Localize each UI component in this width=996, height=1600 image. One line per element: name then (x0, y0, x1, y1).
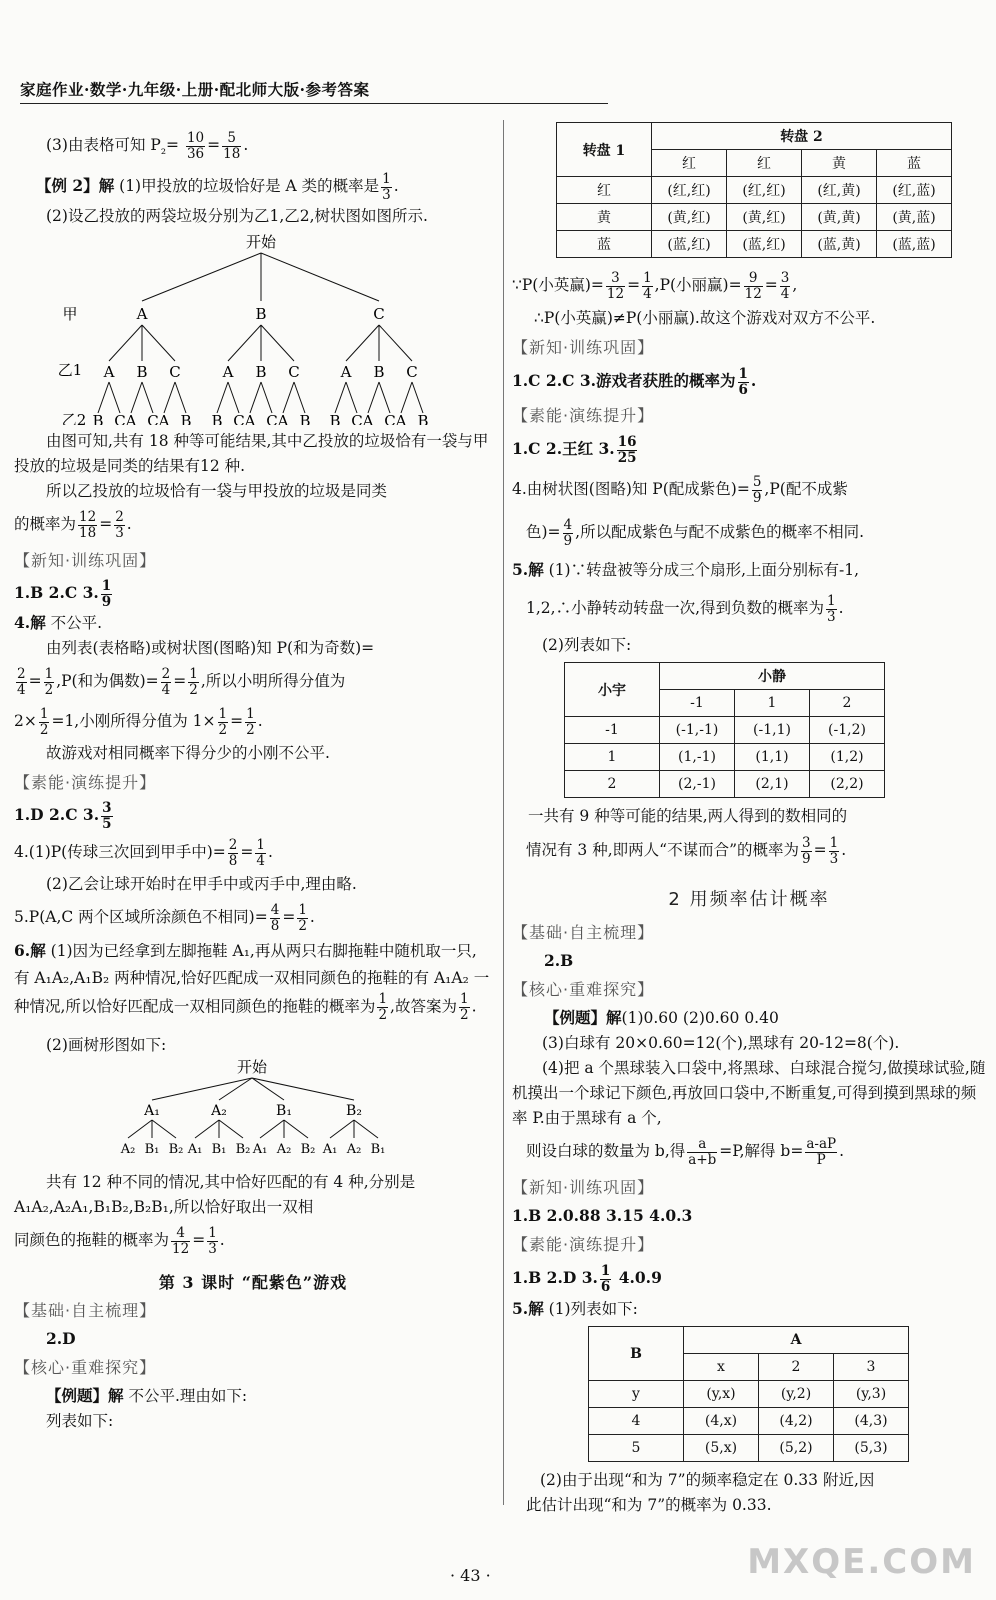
answers: 1.C 2.C 3.游戏者获胜的概率为 $\frac{1}{6}$ . (512, 365, 757, 398)
tree-branch (354, 1120, 378, 1138)
table-row (565, 744, 885, 771)
text: 1,2,∴小静转动转盘一次,得到负数的概率为 $\frac{1}{3}$ . (526, 592, 844, 625)
column-header: 2 (759, 1354, 834, 1381)
tree-node-level3: C (266, 412, 278, 426)
example2: 【例 2】解 (1)甲投放的垃圾恰好是 A 类的概率是 $\frac{1}{3}$ . (36, 170, 399, 203)
tree-branch (131, 382, 142, 413)
column-header: 黄 (802, 150, 877, 177)
answers: 1.C 2.王红 3. $\frac{16}{25}$ (512, 433, 637, 466)
tree-node-level1: B (255, 305, 267, 324)
text: 色)= $\frac{4}{9}$ ,所以配成紫色与配不成紫色的概率不相同. (526, 516, 864, 549)
table-cell: (蓝,红) (727, 231, 802, 258)
answers: 1.B 2.D 3. $\frac{1}{6}$ 4.0.9 (512, 1262, 662, 1295)
text: (2)乙会让球开始时在甲手中或丙手中,理由略. (46, 875, 357, 894)
table-row (589, 1408, 909, 1435)
table-cell: (-1,1) (735, 717, 810, 744)
table-corner: 小宇 (565, 663, 660, 717)
tree-branch (261, 382, 272, 413)
tree-node-level2: C (406, 363, 418, 382)
tree-node-level2: B₁ (370, 1142, 386, 1158)
column-header: -1 (660, 690, 735, 717)
table-row (557, 204, 952, 231)
column-divider (503, 120, 504, 1505)
tree-node-level3: B (92, 412, 104, 426)
text: (3)由表格可知 P (46, 136, 161, 154)
text: 由列表(表格略)或树状图(图略)知 P(和为奇数)= (46, 639, 375, 658)
tree-node-level3: C (114, 412, 126, 426)
tree-root: 开始 (245, 233, 277, 252)
tree-diagram-1 (14, 229, 474, 425)
row-header: 4 (589, 1408, 684, 1435)
tree-node-level3: A (277, 412, 289, 426)
text: 的概率为 $\frac{12}{18}$ = $\frac{2}{3}$ . (14, 508, 132, 541)
tree-node-level3: B (417, 412, 429, 426)
column-header: 3 (834, 1354, 909, 1381)
table-cell: (蓝,蓝) (877, 231, 952, 258)
tree-node-level2: C (169, 363, 181, 382)
tree-node-level2: B (255, 363, 267, 382)
table-cell: (黄,黄) (802, 204, 877, 231)
tree-branch (368, 382, 379, 413)
table-cell: (-1,-1) (660, 717, 735, 744)
fraction: $\frac{1}{9}$ (101, 577, 112, 610)
row-header: 蓝 (557, 231, 652, 258)
row-header: 红 (557, 177, 652, 204)
tree-node-level2: A (340, 363, 352, 382)
text: 则设白球的数量为 b,得 $\frac{a}{a+b}$ =P,解得 b= $\frac{a-aP}{P}$ . (526, 1135, 845, 1168)
table-cell: (蓝,红) (652, 231, 727, 258)
text: ∴P(小英赢)≠P(小丽赢).故这个游戏对双方不公平. (534, 309, 876, 327)
table-cell: (2,2) (810, 771, 885, 798)
tree-node-level3: B (180, 412, 192, 426)
tree-node-level2: B₁ (144, 1142, 160, 1158)
text: 故游戏对相同概率下得分少的小刚不公平. (46, 744, 330, 763)
tree-branch (284, 1120, 308, 1138)
tree-branch (109, 382, 120, 413)
table-cell: (-1,2) (810, 717, 885, 744)
tree-branch (164, 382, 175, 413)
text: (1)甲投放的垃圾恰好是 A 类的概率是 (119, 177, 380, 196)
answers: 1.B 2.C 3. $\frac{1}{9}$ (14, 577, 112, 610)
tree-branch (250, 382, 261, 413)
tree-node-level3: C (384, 412, 396, 426)
table-row (557, 231, 952, 258)
tree-node-level1: C (373, 305, 385, 324)
tree-node-level3: A (158, 412, 170, 426)
text: 5.P(A,C 两个区域所涂颜色不相同)= $\frac{4}{8}$ = $\frac{1}{2}$ . (14, 901, 315, 934)
q5b: 5.解 (1)列表如下: (512, 1299, 638, 1318)
row-header: y (589, 1381, 684, 1408)
right-column (512, 120, 986, 1518)
section-heading: 【基础·自主梳理】 (14, 1301, 157, 1321)
p3-line (14, 128, 492, 168)
table-spinner (556, 122, 952, 258)
tree-node-level1: A₁ (144, 1103, 160, 1120)
table-sums (588, 1326, 909, 1462)
tree-node-level3: A (395, 412, 407, 426)
text: 此估计出现“和为 7”的概率为 0.33. (526, 1496, 772, 1514)
text: 共有 12 种不同的情况,其中恰好匹配的有 4 种,分别是 A₁A₂,A₂A₁,B₁B₂,B₂B₁,所以恰好取出一双相 (14, 1173, 416, 1217)
table-cell: (1,-1) (660, 744, 735, 771)
tree-branch (228, 382, 239, 413)
section-heading: 【新知·训练巩固】 (512, 1178, 655, 1197)
row-header: 黄 (557, 204, 652, 231)
tree-branch (219, 1120, 243, 1138)
section-heading: 【素能·演练提升】 (512, 1235, 655, 1254)
table-cell: (5,3) (834, 1435, 909, 1462)
tree-branch (98, 382, 109, 413)
tree-node-level2: B₂ (168, 1142, 184, 1158)
text: 列表如下: (46, 1412, 114, 1431)
text: ₂ (160, 143, 166, 159)
table-cell: (y,3) (834, 1381, 909, 1408)
tree-node-level3: B (211, 412, 223, 426)
table-cell: (y,x) (684, 1381, 759, 1408)
tree-node-level2: B₁ (211, 1142, 227, 1158)
tree-node-level1: B₁ (276, 1103, 292, 1120)
table-top-header: 转盘 2 (652, 123, 952, 150)
tree-node-level2: B (136, 363, 148, 382)
tree-node-level3: B (329, 412, 341, 426)
tree-node-level3: A (362, 412, 374, 426)
section-heading: 【核心·重难探究】 (14, 1358, 157, 1378)
tree-level-label: 乙2 (61, 411, 87, 426)
column-header: x (684, 1354, 759, 1381)
row-header: 5 (589, 1435, 684, 1462)
tree-node-level2: B₂ (235, 1142, 251, 1158)
page-header: 家庭作业·数学·九年级·上册·配北师大版·参考答案 (20, 78, 608, 104)
text: 由图可知,共有 18 种等可能结果,其中乙投放的垃圾恰有一袋与甲投放的垃圾是同类的结果有12 种. (14, 432, 489, 476)
column-header: 蓝 (877, 150, 952, 177)
tree-branch (142, 253, 261, 301)
q4: 4.解 不公平. (14, 613, 103, 633)
lesson-title: 2 用频率估计概率 (668, 889, 830, 910)
table-cell: (4,2) (759, 1408, 834, 1435)
table-row (557, 177, 952, 204)
tree-node-level1: B₂ (346, 1103, 362, 1120)
tree-node-level2: B (373, 363, 385, 382)
fraction: $\frac{3}{5}$ (102, 799, 112, 832)
fraction: $\frac{2}{3}$ (115, 508, 124, 541)
answers: 1.B 2.0.88 3.15 4.0.3 (512, 1206, 693, 1225)
text: (2)设乙投放的两袋垃圾分别为乙1,乙2,树状图如图所示. (46, 207, 428, 226)
table-corner: 转盘 1 (557, 123, 652, 177)
section-heading: 【素能·演练提升】 (512, 406, 655, 425)
watermark: MXQE.COM (747, 1542, 976, 1582)
table-cell: (红,红) (727, 177, 802, 204)
example: 【例题】解(1)0.60 (2)0.60 0.40 (544, 1008, 779, 1027)
tree-branch (401, 382, 412, 413)
tree-node-level1: A (136, 305, 148, 324)
table-cell: (2,1) (735, 771, 810, 798)
section-heading: 【核心·重难探究】 (512, 980, 655, 999)
tree-branch (261, 253, 379, 301)
text: (2)由于出现“和为 7”的频率稳定在 0.33 附近,因 (540, 1471, 875, 1489)
table-cell: (红,蓝) (877, 177, 952, 204)
text: $\frac{2}{4}$ = $\frac{1}{2}$ ,P(和为偶数)= $\frac{2}{4}$ = $\frac{1}{2}$ ,所以小明所得分值为 (17, 665, 346, 698)
page-number: · 43 · (450, 1566, 491, 1585)
tree-level-label: 乙1 (57, 361, 83, 380)
table-cell: (4,3) (834, 1408, 909, 1435)
table-row (565, 771, 885, 798)
column-header: 1 (735, 690, 810, 717)
tree-node-level2: A₁ (187, 1142, 203, 1158)
fraction: $\frac{12}{18}$ (79, 508, 97, 541)
table-cell: (黄,红) (727, 204, 802, 231)
table-cell: (红,黄) (802, 177, 877, 204)
table-row (589, 1381, 909, 1408)
table-cell: (黄,红) (652, 204, 727, 231)
column-header: 2 (810, 690, 885, 717)
text: 同颜色的拖鞋的概率为 $\frac{4}{12}$ = $\frac{1}{3}$ . (14, 1224, 225, 1257)
q5: 5.解 (1)∵转盘被等分成三个扇形,上面分别标有-1, (512, 560, 860, 579)
tree-node-level2: A₂ (276, 1142, 292, 1158)
tree-branch (379, 325, 412, 361)
section-heading: 【新知·训练巩固】 (512, 338, 655, 357)
tree-branch (260, 1120, 284, 1138)
label: 解 (98, 176, 115, 196)
fraction: $\frac{5}{18}$ (223, 129, 241, 162)
tree-branch (335, 382, 346, 413)
tree-node-level2: A₁ (252, 1142, 268, 1158)
table-cell: (红,红) (652, 177, 727, 204)
text: 所以乙投放的垃圾恰有一袋与甲投放的垃圾是同类 (46, 482, 388, 501)
text: (3)白球有 20×0.60=12(个),黑球有 20-12=8(个). (542, 1034, 900, 1052)
text: = (166, 136, 179, 154)
tree-branch (294, 382, 305, 413)
tree-node-level3: C (147, 412, 159, 426)
table-top-header: A (684, 1327, 909, 1354)
tree-branch (152, 1078, 252, 1100)
left-column (14, 120, 492, 1434)
section-heading: 【素能·演练提升】 (14, 773, 157, 793)
text: 一共有 9 种等可能的结果,两人得到的数相同的 (528, 807, 848, 825)
tree-node-level2: C (288, 363, 300, 382)
text: . (243, 136, 249, 154)
text: 4.(1)P(传球三次回到甲手中)= $\frac{2}{8}$ = $\frac{1}{4}$ . (14, 836, 273, 869)
tree-node-level3: B (299, 412, 311, 426)
answers: 2.B (544, 951, 574, 970)
text: 4.由树状图(图略)知 P(配成紫色)= $\frac{5}{9}$ ,P(配不成紫 (512, 473, 848, 506)
tree-node-level2: A (103, 363, 115, 382)
row-header: 2 (565, 771, 660, 798)
table-cell: (2,-1) (660, 771, 735, 798)
tree-branch (228, 325, 261, 361)
table-row (565, 717, 885, 744)
tree-branch (217, 382, 228, 413)
table-top-header: 小静 (660, 663, 885, 690)
table-cell: (1,2) (810, 744, 885, 771)
lesson-title: 第 3 课时 “配紫色”游戏 (158, 1273, 348, 1293)
tree-branch (283, 382, 294, 413)
tree-branch (379, 382, 390, 413)
label: 【例 2】 (36, 176, 99, 196)
text: (2)列表如下: (542, 636, 632, 654)
tree-node-level3: C (233, 412, 245, 426)
answers: 1.D 2.C 3. $\frac{3}{5}$ (14, 799, 112, 832)
text: 2× $\frac{1}{2}$ =1,小刚所得分值为 1× $\frac{1}{2}$ = $\frac{1}{2}$ . (14, 705, 263, 738)
table-cell: (蓝,黄) (802, 231, 877, 258)
table-cell: (y,2) (759, 1381, 834, 1408)
tree-node-level2: A₁ (322, 1142, 338, 1158)
table-cell: (1,1) (735, 744, 810, 771)
tree-node-level2: A (222, 363, 234, 382)
column-header: 红 (652, 150, 727, 177)
table-cell: (黄,蓝) (877, 204, 952, 231)
text: ∵P(小英赢)= $\frac{3}{12}$ = $\frac{1}{4}$ ,P(小丽赢)= $\frac{9}{12}$ = $\frac{3}{4}$ , (512, 269, 798, 302)
tree-node-level3: C (351, 412, 363, 426)
answers: 2.D (46, 1329, 76, 1349)
tree-node-level2: A₂ (346, 1142, 362, 1158)
tree-branch (142, 382, 153, 413)
example: 【例题】解 不公平.理由如下: (46, 1386, 248, 1406)
text: (2)画树形图如下: (46, 1036, 167, 1055)
fraction: $\frac{10}{36}$ (186, 129, 205, 162)
column-header: 红 (727, 150, 802, 177)
tree-node-level2: A₂ (120, 1142, 136, 1158)
table-numbers (564, 662, 885, 798)
table-cell: (5,2) (759, 1435, 834, 1462)
text: (4)把 a 个黑球装入口袋中,将黑球、白球混合搅匀,做摸球试验,随机摸出一个球记下颜色,再放回口袋中,不断重复,可得到摸到黑球的频率 P.由于黑球有 a 个, (512, 1059, 986, 1127)
table-row (589, 1435, 909, 1462)
tree-branch (152, 1120, 176, 1138)
tree-branch (346, 325, 379, 361)
tree-branch (128, 1120, 152, 1138)
table-corner: B (589, 1327, 684, 1381)
section-heading: 【新知·训练巩固】 (14, 551, 157, 571)
tree-branch (109, 325, 142, 361)
q6: 6.解 (1)因为已经拿到左脚拖鞋 A₁,再从两只右脚拖鞋中随机取一只,有 A₁A₂,A₁B₂ 两种情况,恰好匹配成一双相同颜色的拖鞋的有 A₁A₂ 一种情况,所以恰好匹配成一双相同颜色的拖鞋的概率为 $\frac{1}{2}$ ,故答案为 $\frac{1}{2}$ . (14, 941, 490, 1024)
tree-branch (412, 382, 423, 413)
table-cell: (4,x) (684, 1408, 759, 1435)
tree-branch (346, 382, 357, 413)
tree-branch (195, 1120, 219, 1138)
tree-node-level3: A (125, 412, 137, 426)
tree-node-level2: B₂ (300, 1142, 316, 1158)
tree-branch (261, 325, 294, 361)
tree-node-level1: A₂ (211, 1103, 227, 1120)
tree-branch (175, 382, 186, 413)
text: 情况有 3 种,即两人“不谋而合”的概率为 $\frac{3}{9}$ = $\frac{1}{3}$ . (526, 834, 847, 867)
section-heading: 【基础·自主梳理】 (512, 923, 655, 942)
row-header: -1 (565, 717, 660, 744)
tree-node-level3: A (244, 412, 256, 426)
tree-diagram-2 (14, 1058, 474, 1158)
table-cell: (5,x) (684, 1435, 759, 1462)
tree-branch (142, 325, 175, 361)
row-header: 1 (565, 744, 660, 771)
fraction: $\frac{1}{3}$ (382, 170, 391, 203)
tree-branch (330, 1120, 354, 1138)
tree-root: 开始 (236, 1058, 268, 1077)
text: = (207, 136, 221, 154)
tree-level-label: 甲 (62, 305, 78, 324)
